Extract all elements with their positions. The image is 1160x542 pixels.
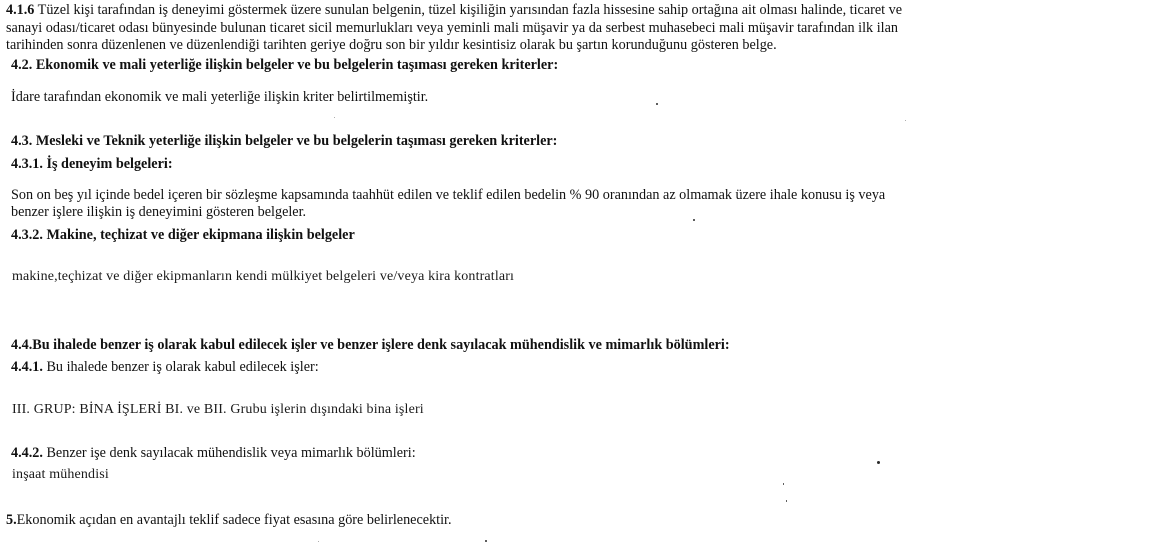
scan-speck xyxy=(786,500,787,502)
scan-speck xyxy=(783,483,784,485)
section-4-3-2-heading: 4.3.2. Makine, teçhizat ve diğer ekipmana ilişkin belgeler xyxy=(11,227,355,243)
section-4-4-2-value: inşaat mühendisi xyxy=(12,467,109,482)
section-4-4-1-number: 4.4.1. xyxy=(11,359,43,375)
paragraph-4-1-6-line-2: sanayi odası/ticaret odası bünyesinde bulunan ticaret sicil memurlukları veya yeminli mali müşavir ya da serbest muhasebeci mali müşavir tarafından ilk ilan xyxy=(6,20,898,36)
scan-speck xyxy=(877,461,880,464)
section-4-3-1-line-2: benzer işlere ilişkin iş deneyimini gösteren belgeler. xyxy=(11,204,307,220)
section-4-2-heading: 4.2. Ekonomik ve mali yeterliğe ilişkin belgeler ve bu belgelerin taşıması gereken kriterler: xyxy=(11,57,559,73)
section-4-3-1-heading: 4.3.1. İş deneyim belgeleri: xyxy=(11,156,173,172)
section-4-4-1-label xyxy=(11,359,319,375)
section-4-4-1-text: Bu ihalede benzer iş olarak kabul edilecek işler: xyxy=(42,359,319,375)
section-4-4-2-number: 4.4.2. xyxy=(11,445,43,461)
paragraph-4-1-6-line-3: tarihinden sonra düzenlenen ve düzenlendiği tarihten geriye doğru son bir yıldır kesintisiz olarak bu şartın korunduğunu gösteren belge. xyxy=(6,37,777,53)
scan-speck xyxy=(656,103,658,105)
section-4-4-heading: 4.4.Bu ihalede benzer iş olarak kabul edilecek işler ve benzer işlere denk sayılacak mühendislik ve mimarlık bölümleri: xyxy=(11,337,730,353)
section-4-2-body: İdare tarafından ekonomik ve mali yeterliğe ilişkin kriter belirtilmemiştir. xyxy=(11,89,429,105)
section-4-4-2-text: Benzer işe denk sayılacak mühendislik veya mimarlık bölümleri: xyxy=(42,445,416,461)
section-4-4-2-label xyxy=(11,445,416,461)
scan-speck xyxy=(334,117,335,118)
paragraph-number: 4.1.6 xyxy=(6,2,35,18)
section-4-3-1-line-1: Son on beş yıl içinde bedel içeren bir sözleşme kapsamında taahhüt edilen ve teklif edilen bedelin % 90 oranından az olmamak üzere ihale konusu iş veya xyxy=(11,187,886,203)
paragraph-text: Tüzel kişi tarafından iş deneyimi göstermek üzere sunulan belgenin, tüzel kişiliğin yarısından fazla hissesine sahip ortağına ait olması halinde, ticaret ve xyxy=(34,2,903,18)
section-4-3-2-body: makine,teçhizat ve diğer ekipmanların kendi mülkiyet belgeleri ve/veya kira kontratları xyxy=(12,269,515,284)
section-5-text: Ekonomik açıdan en avantajlı teklif sadece fiyat esasına göre belirlenecektir. xyxy=(16,512,452,528)
scan-speck xyxy=(905,120,906,121)
section-4-3-heading: 4.3. Mesleki ve Teknik yeterliğe ilişkin belgeler ve bu belgelerin taşıması gereken kriterler: xyxy=(11,133,558,149)
paragraph-4-1-6-line-1 xyxy=(6,2,902,18)
section-5-number: 5. xyxy=(6,512,17,528)
section-5-line xyxy=(6,512,452,528)
section-4-4-1-value: III. GRUP: BİNA İŞLERİ BI. ve BII. Grubu işlerin dışındaki bina işleri xyxy=(12,402,424,417)
scan-speck xyxy=(693,219,695,221)
